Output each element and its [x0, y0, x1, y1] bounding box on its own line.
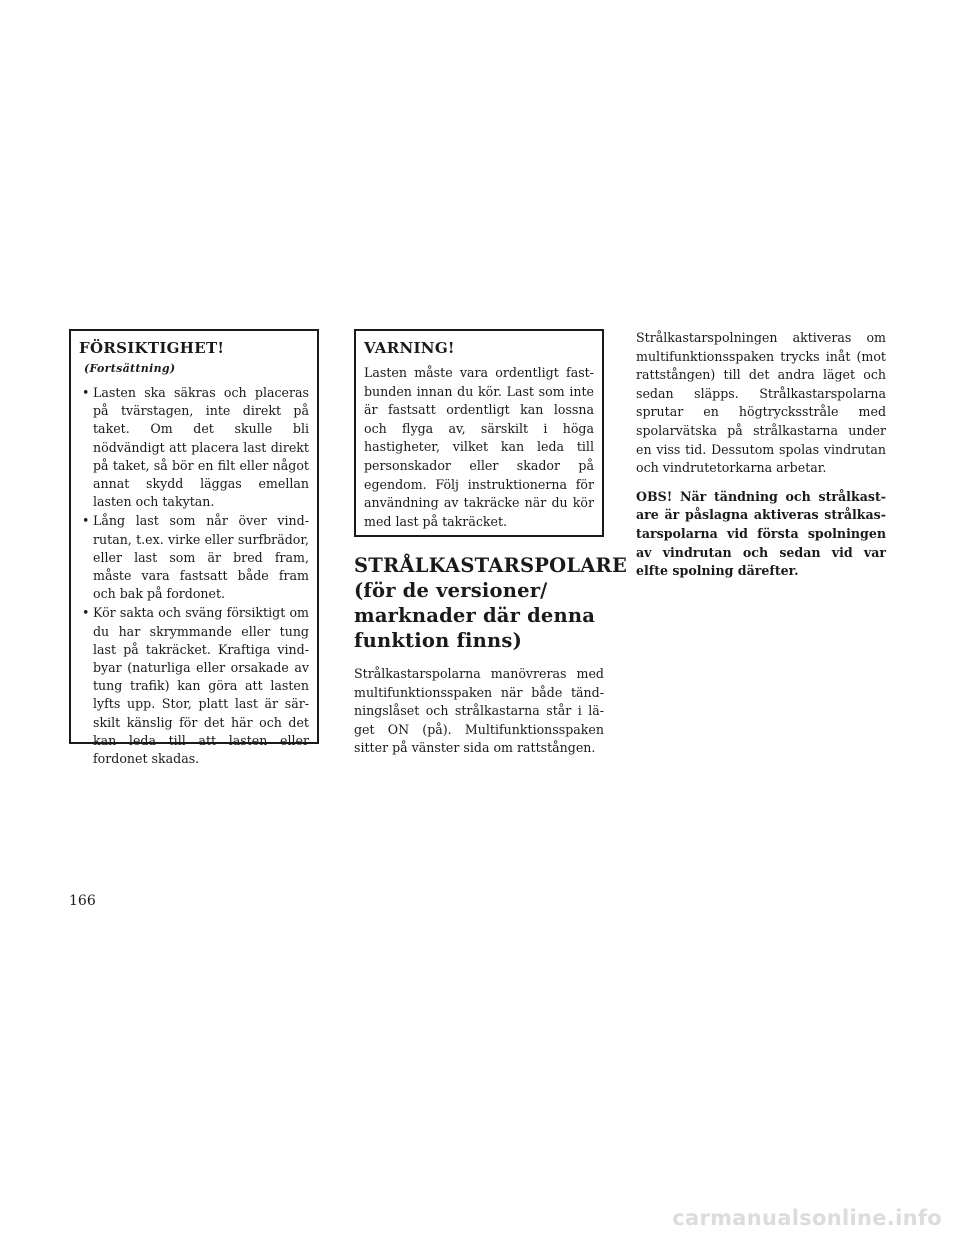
caution-bullet-list	[79, 384, 309, 768]
section-heading: STRÅLKASTARSPOLARE (för de versioner/ marknader där denna funktion finns)	[354, 554, 628, 652]
middle-column	[354, 329, 628, 768]
caution-title	[79, 339, 309, 378]
warning-title: VARNING!	[364, 339, 455, 357]
section-note: OBS! När tändning och strålkastare är påslagna aktiveras strålkastarspolarna vid första spolningen av vindrutan och sedan vid var elfte spolning därefter.	[636, 488, 886, 579]
page-number: 166	[69, 893, 96, 909]
caution-box	[69, 329, 319, 767]
caution-bullet-item: • Lång last som når över vindrutan, t.ex. virke eller surfbrädor, eller last som är bred fram, måste vara fastsatt både fram och bak på fordonet.	[79, 512, 309, 603]
left-column	[69, 329, 319, 767]
watermark-text: carmanualsonline.info	[672, 1206, 942, 1230]
caution-bullet-item: • Lasten ska säkras och placeras på tvärstagen, inte direkt på taket. Om det skulle bli nödvändigt att placera last direkt på taket, så bör en filt eller något annat skydd läggas emellan lasten och takytan.	[79, 384, 309, 511]
right-column	[636, 329, 886, 581]
caution-title-text: FÖRSIKTIGHET!	[79, 339, 225, 357]
warning-text: Lasten måste vara ordentligt fastbunden innan du kör. Last som inte är fastsatt ordentligt kan lossna och flyga av, särskilt i höga hastigheter, vilket kan leda till personskador eller skador på egendom. Följ instruktionerna för användning av takräcke när du kör med last på takräcket.	[364, 365, 594, 529]
section-paragraph-1: Strålkastarspolarna manövreras med multifunktionsspaken när både tändningslåset och strålkastarna står i läget ON (på). Multifunktionsspaken sitter på vänster sida om rattstången.	[354, 666, 604, 756]
section-paragraph-2: Strålkastarspolningen aktiveras om multifunktionsspaken trycks inåt (mot rattstången) till det andra läget och sedan släpps. Strålkastarspolarna sprutar en högtrycksstråle med spolarvätska på strålkastarna under en viss tid. Dessutom spolas vindrutan och vindrutetorkarna arbetar.	[636, 330, 886, 476]
caution-bullet-item: • Kör sakta och sväng försiktigt om du har skrymmande eller tung last på takräcket. Kraftiga vindbyar (naturliga eller orsakade av tung trafik) kan göra att lasten lyfts upp. Stor, platt last är särskilt känslig för det här och det kan leda till att lasten eller fordonet skadas.	[79, 604, 309, 768]
caution-subtitle: (Fortsättning)	[84, 362, 176, 375]
warning-box	[354, 329, 604, 537]
